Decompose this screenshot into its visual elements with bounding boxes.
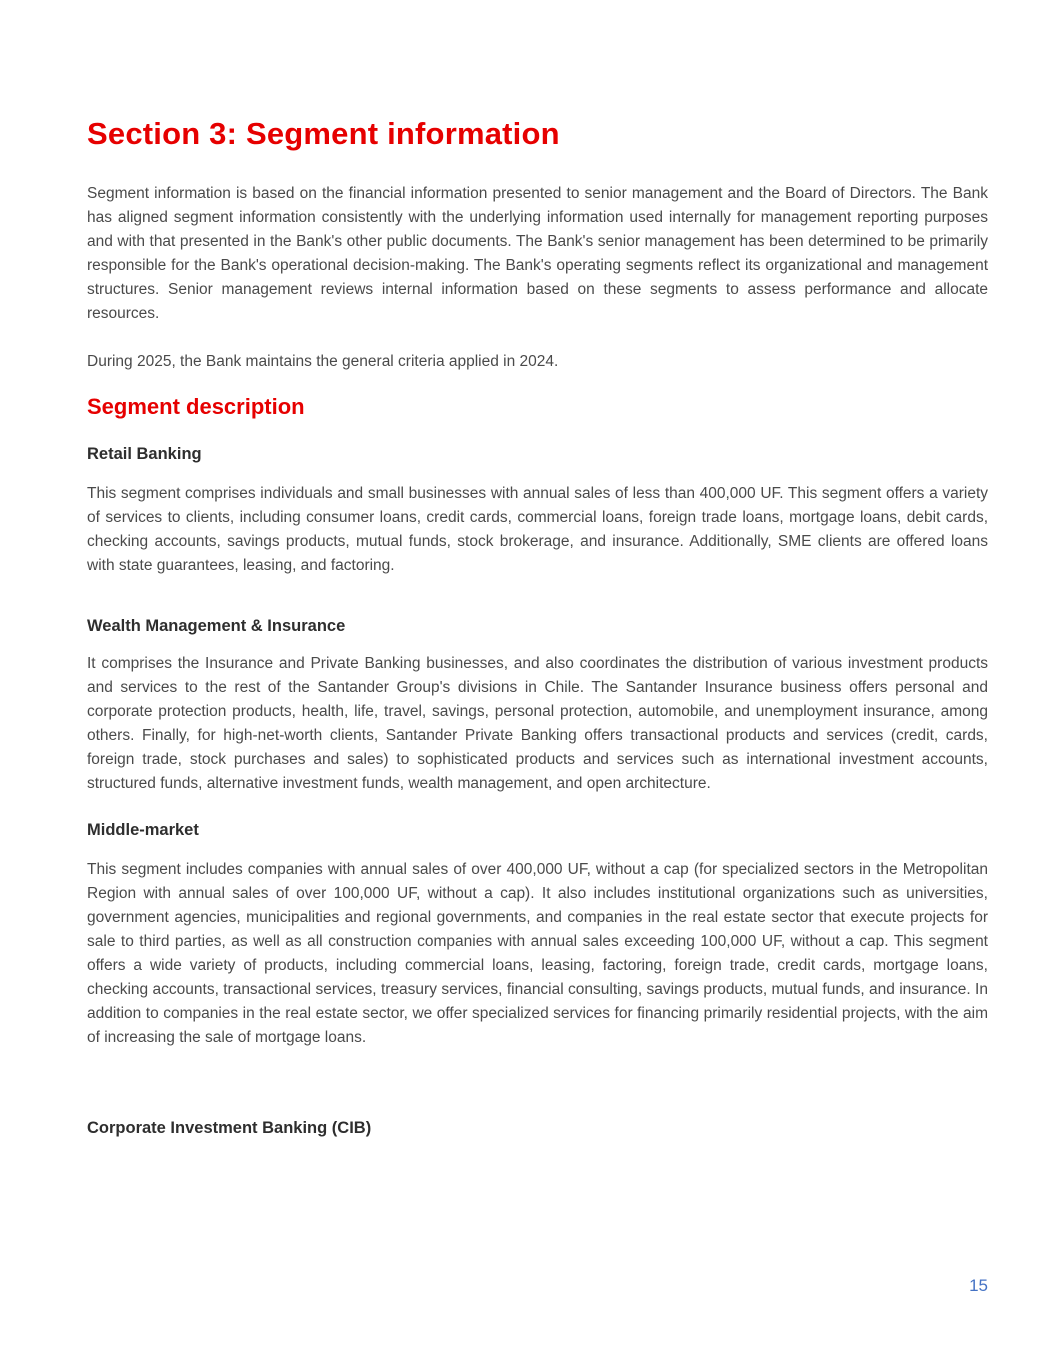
criteria-note-paragraph: During 2025, the Bank maintains the general criteria applied in 2024.	[87, 353, 559, 370]
corporate-investment-banking-heading: Corporate Investment Banking (CIB)	[87, 1119, 372, 1137]
section-title: Section 3: Segment information	[87, 116, 560, 151]
segment-description-heading: Segment description	[87, 394, 305, 419]
middle-market-paragraph: This segment includes companies with annual sales of over 400,000 UF, without a cap (for specialized sectors in the Metropolitan Region with annual sales of over 100,000 UF, without a cap). It also includes institutional organizations such as universities, government agencies, municipalities and regional governments, and companies in the real estate sector that execute projects for sale to third parties, as well as all construction companies with annual sales exceeding 100,000 UF, without a cap. This segment offers a wide variety of products, including commercial loans, leasing, factoring, foreign trade, credit cards, mortgage loans, checking accounts, transactional services, treasury services, financial consulting, savings products, mutual funds, and insurance. In addition to companies in the real estate sector, we offer specialized services for financing primarily residential projects, with the aim of increasing the sale of mortgage loans.	[87, 861, 988, 1046]
page-content	[87, 0, 988, 1140]
wealth-management-insurance-paragraph: It comprises the Insurance and Private Banking businesses, and also coordinates the distribution of various investment products and services to the rest of the Santander Group's divisions in Chile. The Santander Insurance business offers personal and corporate protection products, health, life, travel, savings, personal protection, automobile, and unemployment insurance, among others. Finally, for high-net-worth clients, Santander Private Banking offers transactional products and services (credit, cards, foreign trade, stock purchases and sales) to sophisticated products and services such as international investment accounts, structured funds, alternative investment funds, wealth management, and open architecture.	[87, 655, 988, 792]
page-number: 15	[969, 1276, 988, 1295]
retail-banking-paragraph: This segment comprises individuals and small businesses with annual sales of less than 400,000 UF. This segment offers a variety of services to clients, including consumer loans, credit cards, commercial loans, foreign trade loans, mortgage loans, debit cards, checking accounts, savings products, mutual funds, stock brokerage, and insurance. Additionally, SME clients are offered loans with state guarantees, leasing, and factoring.	[87, 485, 988, 574]
middle-market-heading: Middle-market	[87, 821, 199, 839]
wealth-management-insurance-heading: Wealth Management & Insurance	[87, 617, 346, 635]
retail-banking-heading: Retail Banking	[87, 445, 202, 463]
intro-paragraph: Segment information is based on the financial information presented to senior management and the Board of Directors. The Bank has aligned segment information consistently with the underlying information used internally for management reporting purposes and with that presented in the Bank's other public documents. The Bank's senior management has been determined to be primarily responsible for the Bank's operational decision-making. The Bank's operating segments reflect its organizational and management structures. Senior management reviews internal information based on these segments to assess performance and allocate resources.	[87, 185, 988, 322]
